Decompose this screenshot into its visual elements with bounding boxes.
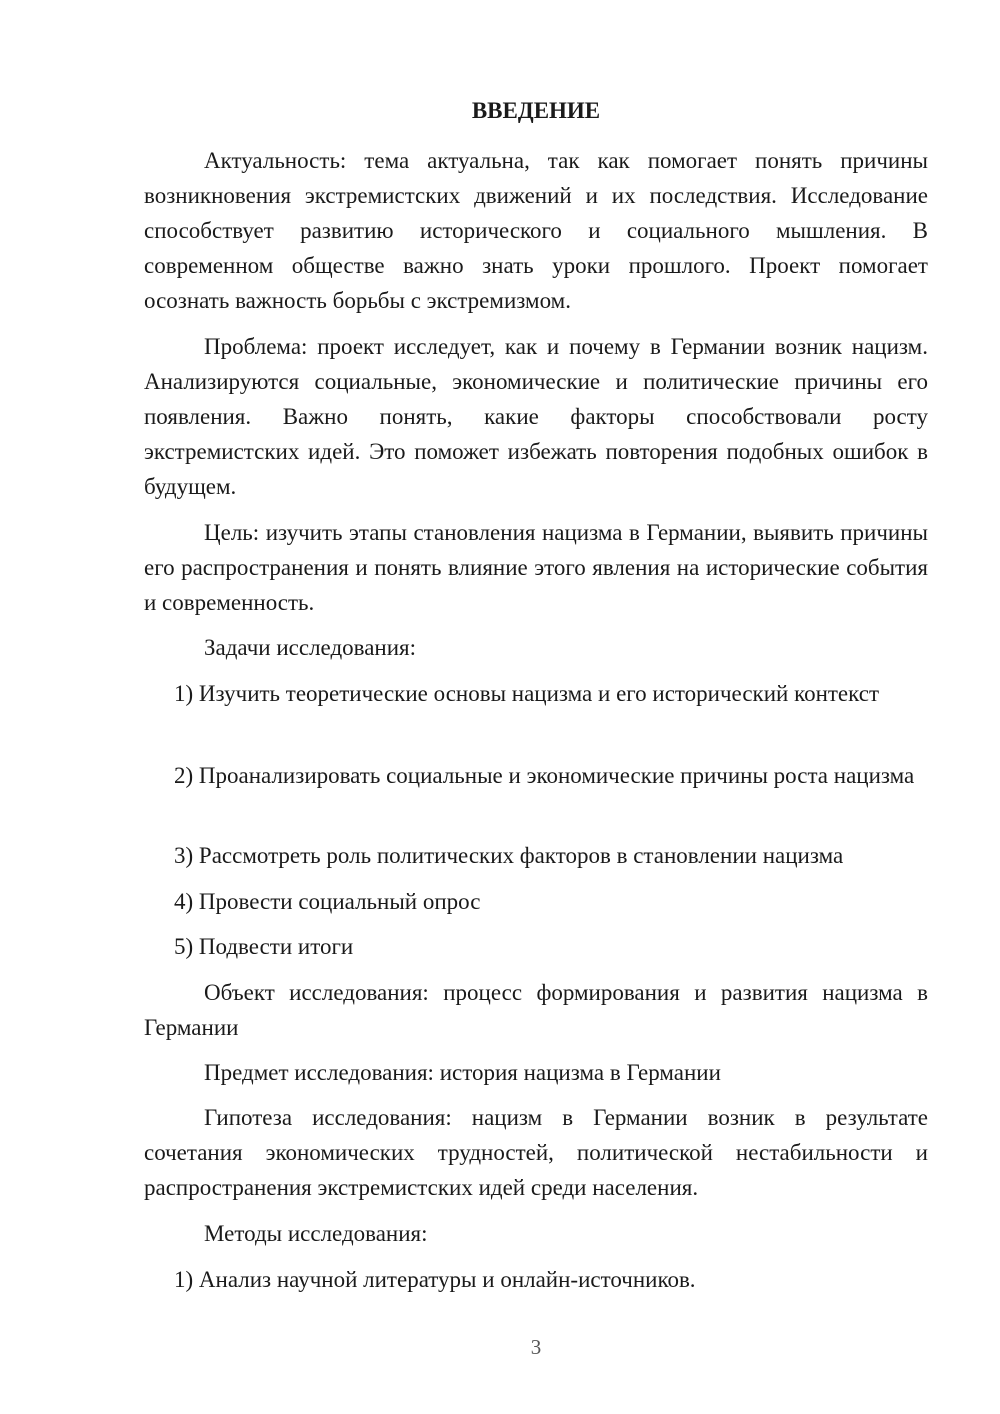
problem-paragraph: Проблема: проект исследует, как и почему в Германии возник нацизм. Анализируются социальные, экономические и политические причины его появления. Важно понять, какие факторы способствовали росту экстремистских идей. Это поможет избежать повторения подобных ошибок в будущем. <box>144 334 928 499</box>
page-title: ВВЕДЕНИЕ <box>471 98 601 123</box>
hypothesis-paragraph: Гипотеза исследования: нацизм в Германии возник в результате сочетания экономических трудностей, политической нестабильности и распространения экстремистских идей среди населения. <box>144 1105 928 1200</box>
task-item-5: 5) Подвести итоги <box>174 934 354 959</box>
relevance-paragraph: Актуальность: тема актуальна, так как помогает понять причины возникновения экстремистских движений и их последствия. Исследование способствует развитию исторического и социального мышления. В современном обществе важно знать уроки прошлого. Проект помогает осознать важность борьбы с экстремизмом. <box>144 148 928 313</box>
task-item-1: 1) Изучить теоретические основы нацизма и его исторический контекст <box>174 681 880 706</box>
subject-paragraph: Предмет исследования: история нацизма в Германии <box>204 1060 721 1085</box>
method-item-1: 1) Анализ научной литературы и онлайн-источников. <box>174 1267 696 1292</box>
goal-paragraph: Цель: изучить этапы становления нацизма в Германии, выявить причины его распространения и понять влияние этого явления на исторические события и современность. <box>144 520 928 615</box>
task-item-3: 3) Рассмотреть роль политических факторов в становлении нацизма <box>174 843 844 868</box>
tasks-title: Задачи исследования: <box>204 635 417 660</box>
task-item-2: 2) Проанализировать социальные и экономические причины роста нацизма <box>174 763 915 788</box>
task-item-4: 4) Провести социальный опрос <box>174 889 481 914</box>
object-paragraph: Объект исследования: процесс формирования и развития нацизма в Германии <box>144 980 928 1040</box>
methods-title: Методы исследования: <box>204 1221 428 1246</box>
page-number: 3 <box>530 1335 542 1359</box>
